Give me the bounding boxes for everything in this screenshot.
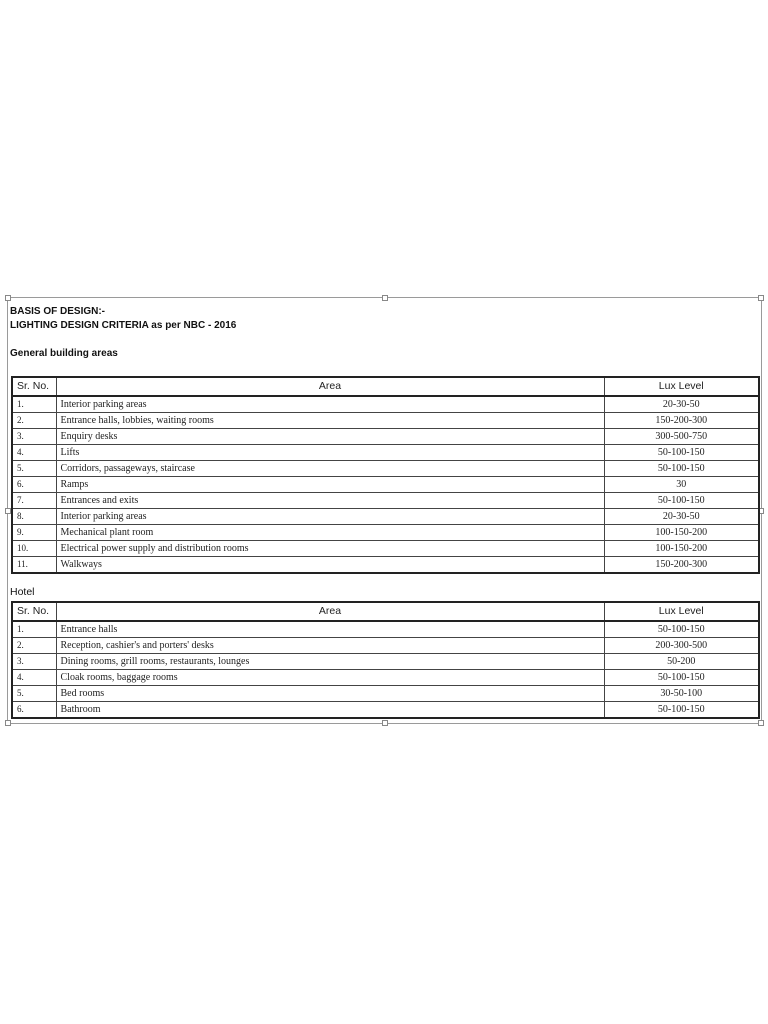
header-sr-no: Sr. No. [12,377,56,396]
cell-sr-no: 1. [12,396,56,413]
header-area: Area [56,377,604,396]
header-lux-level: Lux Level [604,602,759,621]
cell-sr-no: 10. [12,541,56,557]
cell-area: Interior parking areas [56,396,604,413]
resize-handle-top[interactable] [382,295,388,301]
cell-sr-no: 3. [12,429,56,445]
cell-sr-no: 6. [12,477,56,493]
resize-handle-top-right[interactable] [758,295,764,301]
cell-lux-level: 30 [604,477,759,493]
cell-sr-no: 3. [12,654,56,670]
resize-handle-bottom-left[interactable] [5,720,11,726]
cell-area: Entrance halls, lobbies, waiting rooms [56,413,604,429]
cell-lux-level: 50-100-150 [604,621,759,638]
table-row [12,638,759,654]
cell-lux-level: 50-100-150 [604,702,759,719]
general-areas-body [12,396,759,573]
cell-lux-level: 50-100-150 [604,670,759,686]
cell-lux-level: 50-100-150 [604,493,759,509]
resize-handle-bottom[interactable] [382,720,388,726]
table-row [12,445,759,461]
table-row [12,557,759,574]
cell-sr-no: 2. [12,638,56,654]
section-title-hotel: Hotel [10,586,35,598]
table-row [12,396,759,413]
table-row [12,429,759,445]
cell-area: Bathroom [56,702,604,719]
cell-lux-level: 50-100-150 [604,461,759,477]
header-sr-no: Sr. No. [12,602,56,621]
cell-sr-no: 4. [12,445,56,461]
table-header-row [12,602,759,621]
basis-title: BASIS OF DESIGN:- [10,306,106,317]
table-row [12,654,759,670]
table-row [12,541,759,557]
cell-area: Walkways [56,557,604,574]
hotel-table [11,601,760,719]
cell-sr-no: 7. [12,493,56,509]
cell-area: Dining rooms, grill rooms, restaurants, lounges [56,654,604,670]
cell-lux-level: 150-200-300 [604,413,759,429]
cell-area: Mechanical plant room [56,525,604,541]
cell-area: Entrance halls [56,621,604,638]
table-row [12,461,759,477]
table-row [12,413,759,429]
cell-sr-no: 1. [12,621,56,638]
table-row [12,525,759,541]
cell-lux-level: 100-150-200 [604,541,759,557]
cell-area: Reception, cashier's and porters' desks [56,638,604,654]
cell-area: Corridors, passageways, staircase [56,461,604,477]
cell-area: Cloak rooms, baggage rooms [56,670,604,686]
cell-sr-no: 6. [12,702,56,719]
cell-lux-level: 20-30-50 [604,396,759,413]
resize-handle-top-left[interactable] [5,295,11,301]
cell-lux-level: 50-100-150 [604,445,759,461]
table-row [12,493,759,509]
cell-sr-no: 5. [12,461,56,477]
cell-sr-no: 11. [12,557,56,574]
cell-sr-no: 2. [12,413,56,429]
table-row [12,509,759,525]
table-row [12,702,759,719]
table-row [12,670,759,686]
cell-area: Bed rooms [56,686,604,702]
cell-sr-no: 8. [12,509,56,525]
header-area: Area [56,602,604,621]
cell-sr-no: 4. [12,670,56,686]
cell-area: Enquiry desks [56,429,604,445]
cell-area: Lifts [56,445,604,461]
criteria-title: LIGHTING DESIGN CRITERIA as per NBC - 2016 [10,320,237,331]
cell-area: Ramps [56,477,604,493]
cell-sr-no: 5. [12,686,56,702]
hotel-body [12,621,759,718]
cell-area: Entrances and exits [56,493,604,509]
cell-lux-level: 30-50-100 [604,686,759,702]
cell-sr-no: 9. [12,525,56,541]
cell-lux-level: 300-500-750 [604,429,759,445]
resize-handle-bottom-right[interactable] [758,720,764,726]
cell-lux-level: 150-200-300 [604,557,759,574]
table-row [12,621,759,638]
table-row [12,686,759,702]
table-row [12,477,759,493]
general-areas-table [11,376,760,574]
cell-area: Electrical power supply and distribution rooms [56,541,604,557]
cell-lux-level: 20-30-50 [604,509,759,525]
header-lux-level: Lux Level [604,377,759,396]
table-header-row [12,377,759,396]
cell-lux-level: 50-200 [604,654,759,670]
cell-lux-level: 200-300-500 [604,638,759,654]
cell-area: Interior parking areas [56,509,604,525]
cell-lux-level: 100-150-200 [604,525,759,541]
section-title-general: General building areas [10,348,118,359]
